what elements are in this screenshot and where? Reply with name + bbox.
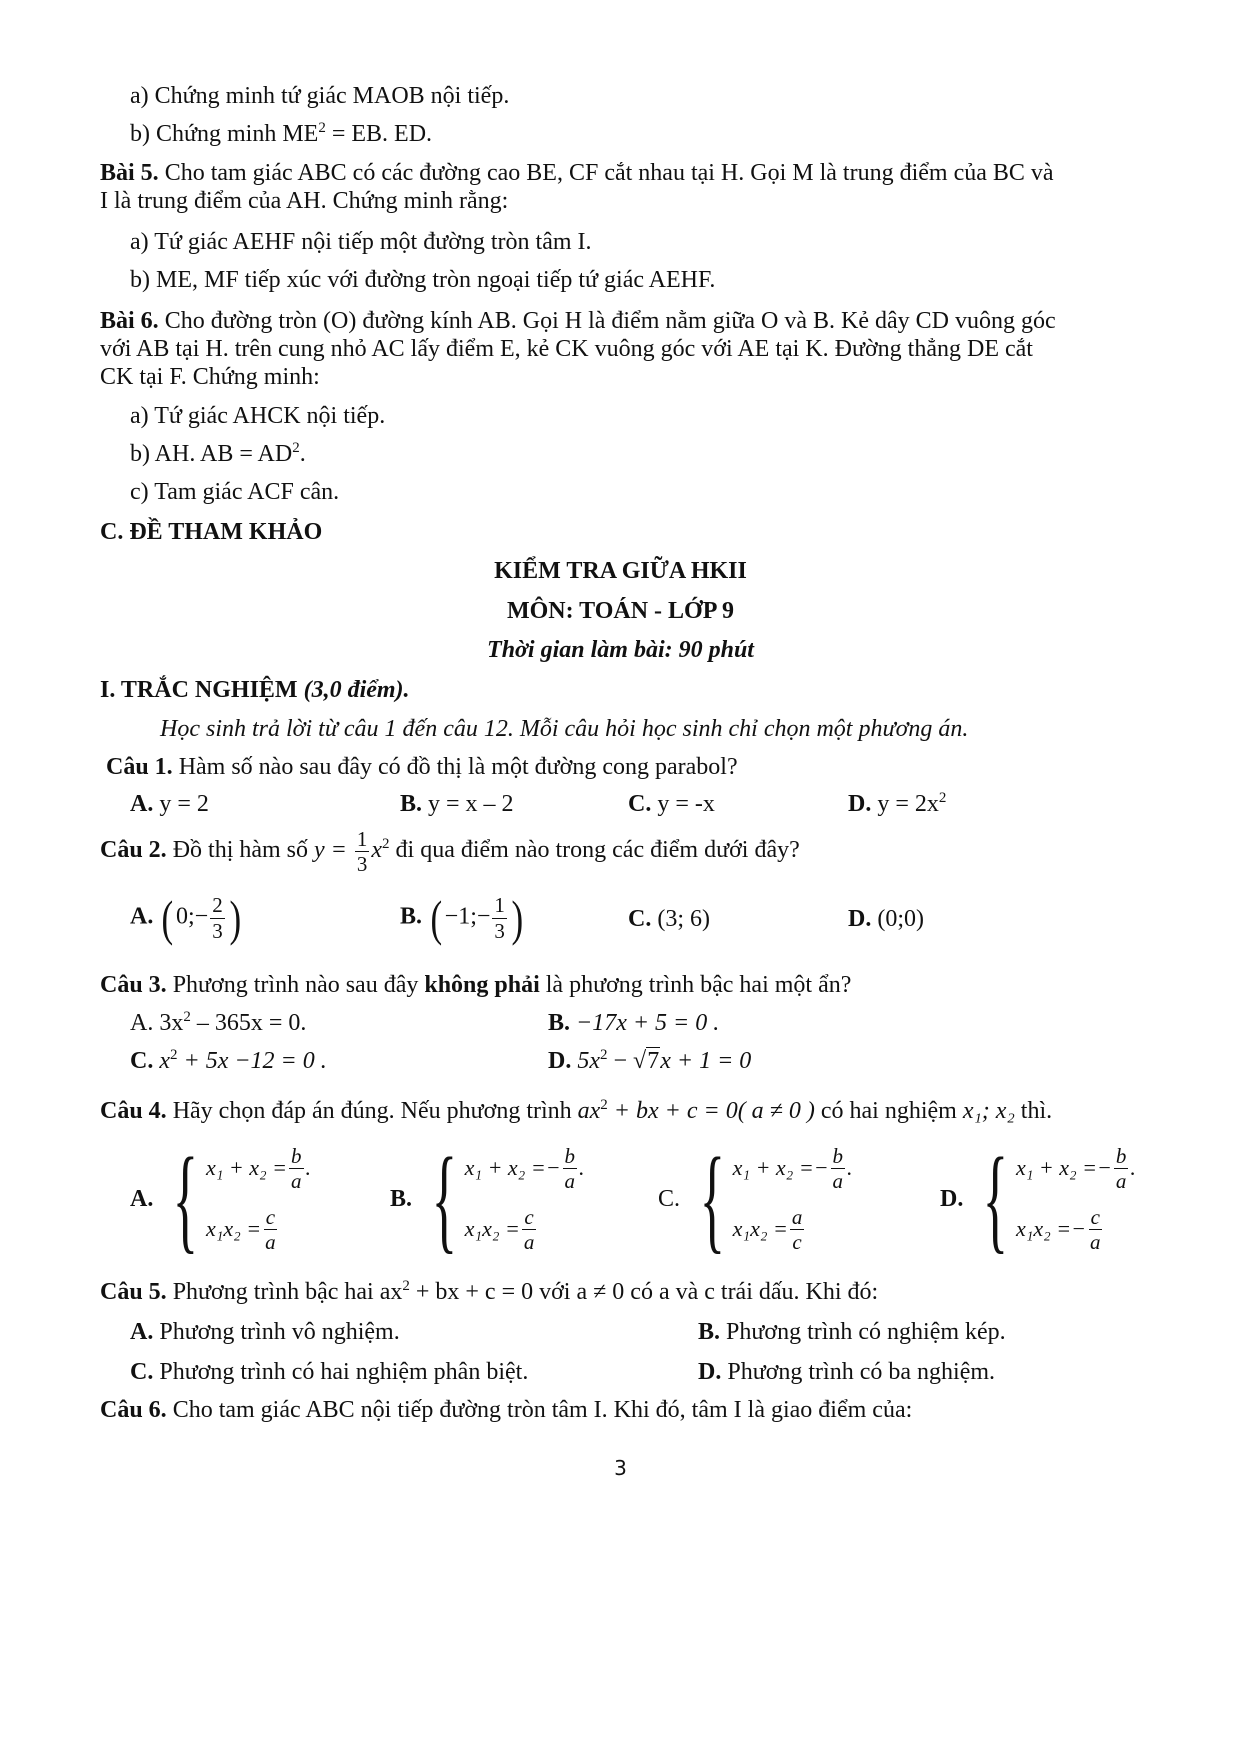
question-2: Câu 2. Đồ thị hàm số y = $\frac{1}{3}$ $x^2$ đi qua điểm nào trong các điểm dưới đây? (100, 827, 800, 877)
exam-time: Thời gian làm bài: 90 phút (487, 637, 754, 663)
q2-option-b: B. ( −1;− $\frac{1}{3}$ ) (400, 890, 524, 946)
question-1-label: Câu 1. (106, 754, 173, 780)
q1-option-d: D. $y = 2x^2$ (848, 790, 947, 817)
exercise-4b: b) Chứng minh $ME^2$ = EB. ED. (130, 120, 433, 147)
q5-option-a: A. Phương trình vô nghiệm. (130, 1319, 400, 1345)
q3-option-b: B. −17x + 5 = 0 . (548, 1010, 720, 1036)
q5-option-b: B. Phương trình có nghiệm kép. (698, 1319, 1006, 1345)
exercise-5-line2: I là trung điểm của AH. Chứng minh rằng: (100, 188, 509, 214)
exercise-6b: b) AH. AB = $AD^2$. (130, 440, 306, 467)
q2-option-d: D. (0;0) (848, 906, 924, 932)
q2-function-fraction: $\frac{1}{3}$ (356, 827, 368, 877)
q1-option-b: B. y = x – 2 (400, 791, 514, 817)
question-2-label: Câu 2. (100, 837, 167, 864)
exercise-5-title: Bài 5. (100, 160, 159, 186)
q4-option-c: C. { x₁ + x₂ = − $\frac{b}{a}$ . x₁x₂ = $\frac{a}{c}$ (658, 1133, 853, 1264)
page-number: 3 (614, 1456, 627, 1480)
question-4: Câu 4. Hãy chọn đáp án đúng. Nếu phương trình $ax^2$ + bx + c = 0( a ≠ 0 ) có hai nghiệm x₁; x₂ thì. (100, 1097, 1053, 1124)
q5-option-d: D. Phương trình có ba nghiệm. (698, 1359, 996, 1385)
exam-subject: MÔN: TOÁN - LỚP 9 (506, 598, 735, 624)
q4-option-b: B. { x₁ + x₂ = − $\frac{b}{a}$ . x₁x₂ = $\frac{c}{a}$ (390, 1133, 585, 1264)
q1-option-a: A. y = 2 (130, 791, 209, 817)
q2-option-a: A. ( 0;− $\frac{2}{3}$ ) (130, 890, 241, 946)
exercise-6c: c) Tam giác ACF cân. (130, 479, 340, 505)
q4-option-a: A. { x₁ + x₂ = $\frac{b}{a}$ . x₁x₂ = $\frac{c}{a}$ (130, 1133, 312, 1264)
q3-option-d: D. $5x^2 - √7x + 1 = 0$ (548, 1047, 752, 1074)
question-3-label: Câu 3. (100, 972, 167, 998)
exercise-4a: a) Chứng minh tứ giác MAOB nội tiếp. (130, 83, 510, 109)
exercise-6-title: Bài 6. (100, 308, 159, 334)
question-3: Câu 3. Phương trình nào sau đây không phải là phương trình bậc hai một ẩn? (100, 972, 852, 998)
section-c-heading: C. ĐỀ THAM KHẢO (100, 519, 323, 545)
question-6-label: Câu 6. (100, 1397, 167, 1423)
question-6: Câu 6. Cho tam giác ABC nội tiếp đường tròn tâm I. Khi đó, tâm I là giao điểm của: (100, 1397, 913, 1423)
question-4-label: Câu 4. (100, 1098, 167, 1124)
q1-option-c: C. y = -x (628, 791, 715, 817)
question-1: Câu 1. Hàm số nào sau đây có đồ thị là một đường cong parabol? (106, 754, 738, 780)
exam-title: KIỂM TRA GIỮA HKII (494, 558, 747, 584)
exercise-6-line2: với AB tại H. trên cung nhỏ AC lấy điểm E, kẻ CK vuông góc với AE tại K. Đường thẳng DE cắt (100, 336, 1033, 362)
exercise-6-line1: Bài 6. Cho đường tròn (O) đường kính AB. Gọi H là điểm nằm giữa O và B. Kẻ dây CD vuông góc (100, 308, 1056, 334)
part1-instruction: Học sinh trả lời từ câu 1 đến câu 12. Mỗi câu hỏi học sinh chỉ chọn một phương án. (160, 716, 969, 742)
exercise-5b: b) ME, MF tiếp xúc với đường tròn ngoại tiếp tứ giác AEHF. (130, 267, 716, 293)
q2-option-c: C. (3; 6) (628, 906, 710, 932)
exercise-6-line3: CK tại F. Chứng minh: (100, 364, 320, 390)
part1-heading: I. TRẮC NGHIỆM (3,0 điểm). (100, 677, 410, 703)
q3-option-c: C. $x^2 + 5x -12 = 0$ . (130, 1047, 327, 1074)
q4-option-d: D. { x₁ + x₂ = − $\frac{b}{a}$ . x₁x₂ = − $\frac{c}{a}$ (940, 1133, 1136, 1264)
exercise-5-line1: Bài 5. Cho tam giác ABC có các đường cao BE, CF cắt nhau tại H. Gọi M là trung điểm của BC và (100, 160, 1054, 186)
question-5: Câu 5. Phương trình bậc hai $ax^2$ + bx + c = 0 với a ≠ 0 có a và c trái dấu. Khi đó: (100, 1278, 879, 1305)
question-5-label: Câu 5. (100, 1279, 167, 1305)
q5-option-c: C. Phương trình có hai nghiệm phân biệt. (130, 1359, 529, 1385)
q3-option-a: A. $3x^2 - 365x = 0$. (130, 1009, 307, 1036)
exercise-6a: a) Tứ giác AHCK nội tiếp. (130, 403, 386, 429)
exercise-5a: a) Tứ giác AEHF nội tiếp một đường tròn tâm I. (130, 229, 592, 255)
